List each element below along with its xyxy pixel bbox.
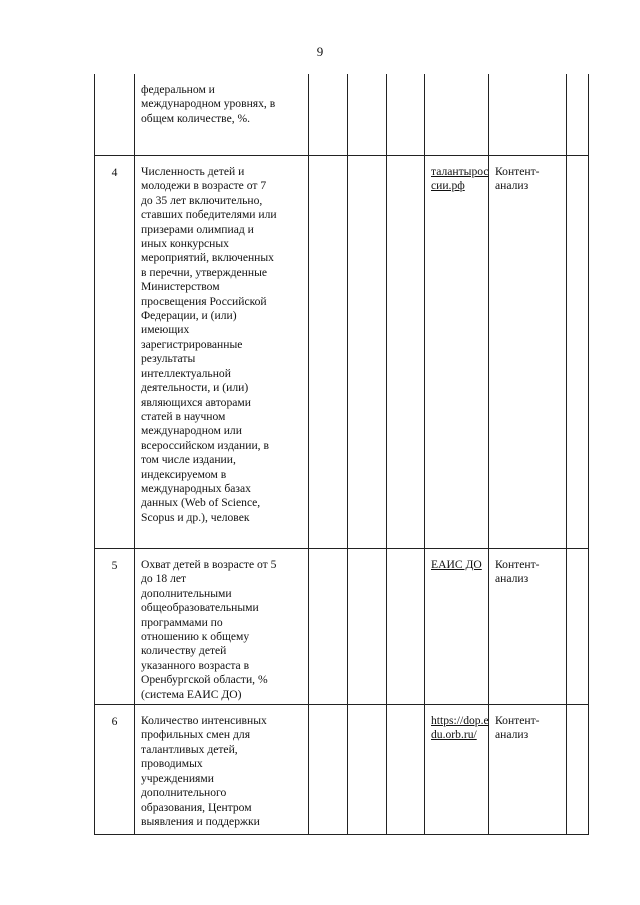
indicator-text: Количество интенсивных профильных смен для талантливых детей, проводимых учреждениями дополнительного образования, Центром выявления и поддержки [135, 705, 309, 835]
row-number: 4 [95, 156, 135, 549]
table-row [95, 705, 589, 835]
empty-cell [387, 156, 425, 549]
indicator-text: федеральном и международном уровнях, в общем количестве, %. [135, 74, 309, 156]
empty-cell [348, 156, 387, 549]
empty-cell [387, 74, 425, 156]
empty-cell [309, 156, 348, 549]
method-cell: Контент- анализ [489, 549, 567, 705]
table-row [95, 549, 589, 705]
empty-cell [387, 549, 425, 705]
method-cell: Контент- анализ [489, 705, 567, 835]
source-cell [425, 705, 489, 835]
source-cell [489, 74, 567, 156]
source-cell [425, 549, 489, 705]
source-link[interactable]: талантырос сии.рф [431, 165, 489, 193]
table-row [95, 156, 589, 549]
source-link[interactable]: https://dop.e du.orb.ru/ [431, 714, 489, 742]
method-cell [567, 74, 589, 156]
empty-cell [348, 705, 387, 835]
source-cell [425, 156, 489, 549]
empty-cell [348, 74, 387, 156]
method-cell: Контент- анализ [489, 156, 567, 549]
source-link[interactable]: ЕАИС ДО [431, 558, 482, 571]
empty-cell [567, 705, 589, 835]
empty-cell [387, 705, 425, 835]
empty-cell [309, 549, 348, 705]
empty-cell [567, 549, 589, 705]
empty-cell [348, 549, 387, 705]
empty-cell [425, 74, 489, 156]
row-number: 5 [95, 549, 135, 705]
empty-cell [567, 156, 589, 549]
page-number: 9 [316, 44, 324, 59]
row-number [95, 74, 135, 156]
empty-cell [309, 705, 348, 835]
indicators-table [94, 74, 589, 835]
empty-cell [309, 74, 348, 156]
row-number: 6 [95, 705, 135, 835]
table-row [95, 74, 589, 156]
indicator-text: Охват детей в возрасте от 5 до 18 лет дополнительными общеобразовательными программами по отношению к общему количеству детей указанного возраста в Оренбургской области, % (система ЕАИС ДО) [135, 549, 309, 705]
indicator-text: Численность детей и молодежи в возрасте от 7 до 35 лет включительно, ставших победителями или призерами олимпиад и иных конкурсных мероприятий, включенных в перечни, утвержденные Министерством просвещения Российской Федерации, и (или) имеющих зарегистрированные результаты интеллектуальной деятельности, и (или) являющихся авторами статей в научном международном или всероссийском издании, в том числе издании, индексируемом в международных базах данных (Web of Science, Scopus и др.), человек [135, 156, 309, 549]
